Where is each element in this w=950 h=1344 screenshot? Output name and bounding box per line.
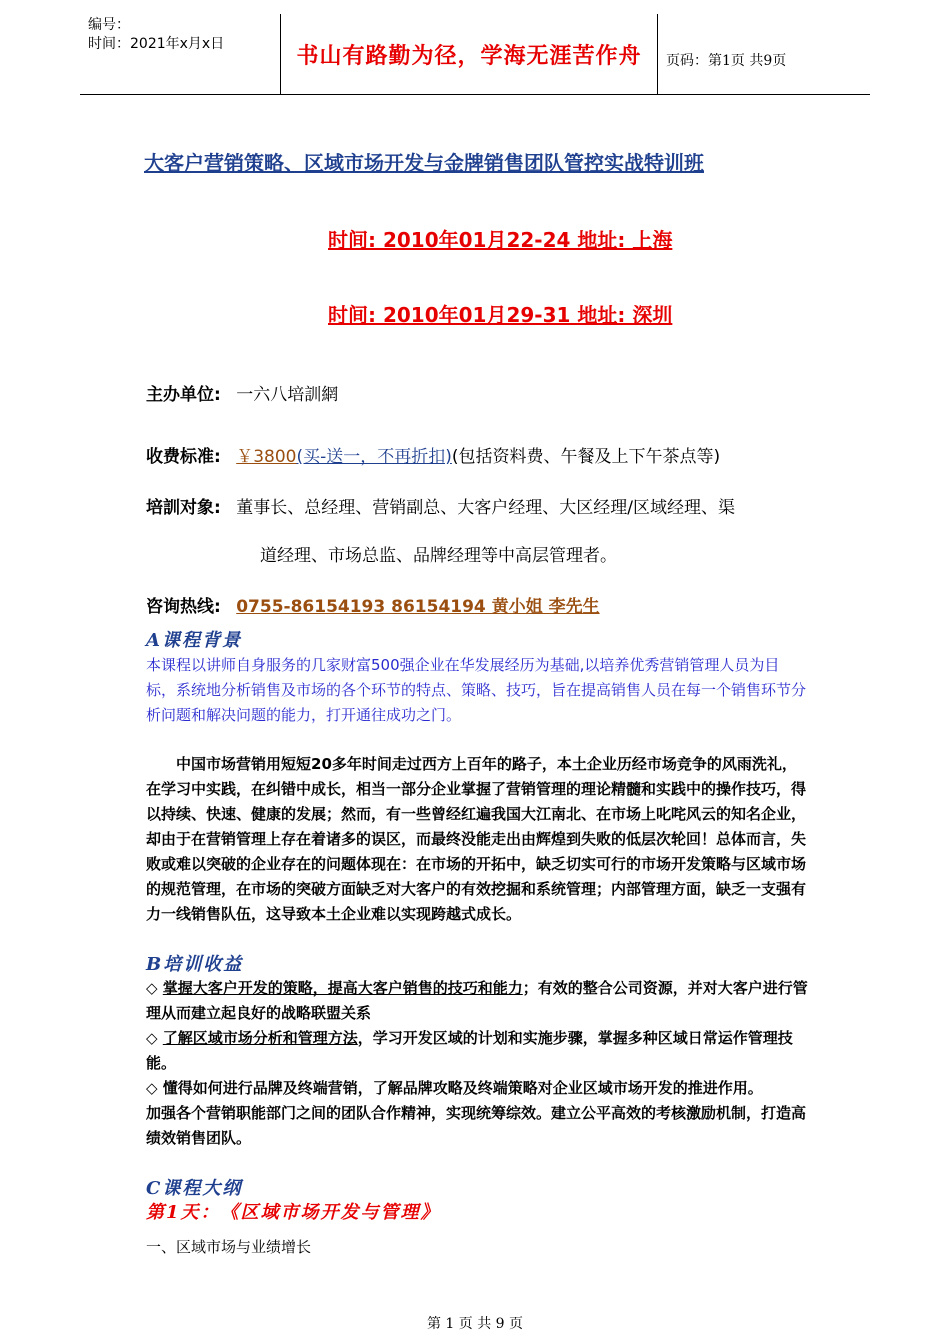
training-benefits [146,976,810,1151]
benefit-underlined: 了解区域市场分析和管理方法 [162,1029,358,1047]
fee-promo: (买-送一，不再折扣) [296,447,452,467]
hotline-value: 0755-86154193 86154194 黄小姐 李先生 [236,597,600,617]
organizer-label: 主办单位: [146,385,221,405]
diamond-bullet-icon: ◇ [146,1029,158,1047]
fee-row [146,442,720,467]
header-page-info: 页码：第1页 共9页 [666,53,787,69]
organizer-value: 一六八培訓網 [236,385,339,405]
session-shenzhen: 时间: 2010年01月29-31 地址: 深圳 [328,303,673,327]
hotline-row [146,592,600,617]
benefit-text: 加强各个营销职能部门之间的团队合作精神，实现统筹综效。建立公平高效的考核激励机制，打造高绩效销售团队。 [146,1104,807,1147]
fee-label: 收费标准: [146,447,221,467]
organizer-row [146,380,338,405]
session-shanghai: 时间: 2010年01月22-24 地址: 上海 [328,228,673,252]
section-c-heading: C课程大纲 [146,1178,243,1199]
benefit-text: ，学习开发区域的计划和实施步骤，掌握多种区域日常运作管理技能。 [146,1029,793,1072]
diamond-bullet-icon: ◇ [146,1079,158,1097]
audience-line-1: 董事长、总经理、营销副总、大客户经理、大区经理/区域经理、渠 [236,498,735,518]
section-a-heading: A课程背景 [146,630,242,651]
audience-row [146,493,735,518]
benefit-item [146,976,810,1026]
day-1-heading: 第1天：《区域市场开发与管理》 [146,1202,441,1223]
course-background-body: 中国市场营销用短短20多年时间走过西方上百年的路子，本土企业历经市场竞争的风雨洗礼，在学习中实践，在纠错中成长，相当一部分企业掌握了营销管理的理论精髓和实践中的操作技巧，得以持续、快速、健康的发展；然而，有一些曾经红遍我国大江南北、在市场上叱咤风云的知名企业，却由于在营销管理上存在着诸多的误区，而最终没能走出由辉煌到失败的低层次轮回！总体而言，失败或难以突破的企业存在的问题体现在：在市场的开拓中，缺乏切实可行的市场开发策略与区域市场的规范管理，在市场的突破方面缺乏对大客户的有效挖掘和系统管理；内部管理方面，缺乏一支强有力一线销售队伍，这导致本土企业难以实现跨越式成长。 [146,755,807,923]
course-background-intro: 本课程以讲师自身服务的几家财富500强企业在华发展经历为基础,以培养优秀营销管理人员为目标，系统地分析销售及市场的各个环节的特点、策略、技巧，旨在提高销售人员在每一个销售环节分析问题和解决问题的能力，打开通往成功之门。 [146,656,807,724]
audience-line-2: 道经理、市场总监、品牌经理等中高层管理者。 [260,546,617,566]
document-title: 大客户营销策略、区域市场开发与金牌销售团队管控实战特训班 [144,151,704,175]
section-b-heading: B培训收益 [146,954,244,975]
page-footer: 第 1 页 共 9 页 [426,1316,524,1332]
benefit-underlined: 掌握大客户开发的策略，提高大客户销售的技巧和能力 [162,979,523,997]
diamond-bullet-icon: ◇ [146,979,158,997]
outline-item: 一、区域市场与业绩增长 [146,1238,312,1256]
benefit-text: 懂得如何进行品牌及终端营销，了解品牌攻略及终端策略对企业区域市场开发的推进作用。 [162,1079,763,1097]
fee-note: (包括资料费、午餐及上下午茶点等) [451,447,721,467]
benefit-item [146,1026,810,1076]
header-meta [88,16,224,54]
benefit-item [146,1101,810,1151]
benefit-text: ；有效的整合公司资源，并对大客户进行管理从而建立起良好的战略联盟关系 [146,979,808,1022]
page-header [80,14,870,95]
header-motto: 书山有路勤为径，学海无涯苦作舟 [280,14,658,94]
fee-amount: ￥3800 [236,447,297,467]
hotline-label: 咨询热线: [146,597,221,617]
audience-label: 培訓对象: [146,498,221,518]
serial-number-label: 编号： [88,17,130,33]
date-label: 时间：2021年x月x日 [88,36,225,52]
benefit-item [146,1076,810,1101]
